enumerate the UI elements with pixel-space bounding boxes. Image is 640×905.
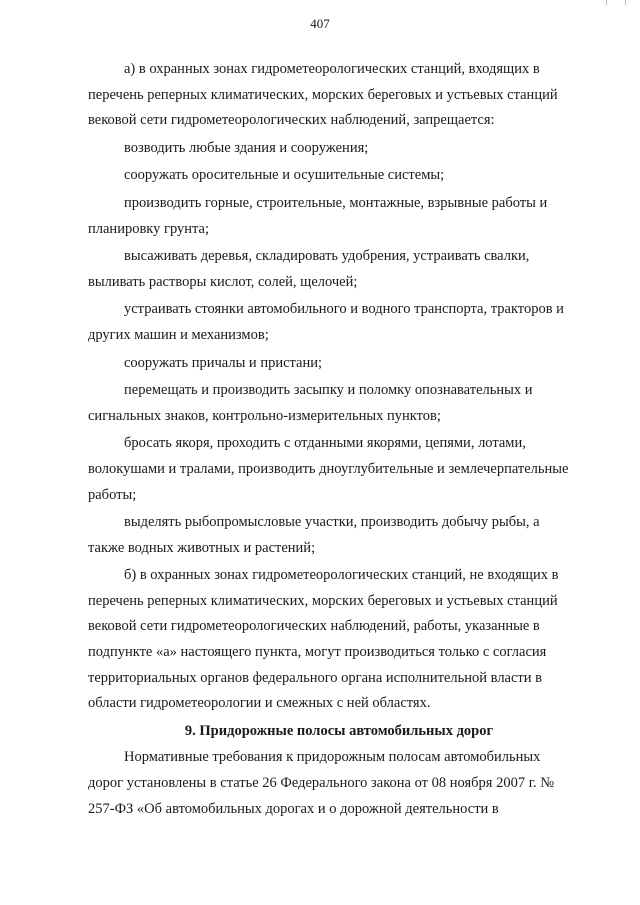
document-body — [88, 57, 590, 822]
paragraph-a-intro: а) в охранных зонах гидрометеорологических станций, входящих в перечень реперных климатических, морских береговых и устьевых станций вековой сети гидрометеорологических наблюдений, запрещается: — [88, 61, 558, 129]
list-item: возводить любые здания и сооружения; — [124, 139, 369, 156]
paragraph-b: б) в охранных зонах гидрометеорологических станций, не входящих в перечень реперных климатических, морских береговых и устьевых станций вековой сети гидрометеорологических наблюдений, работы, указанные в подпункте «а» настоящего пункта, могут производиться только с согласия территориальных органов федерального органа исполнительной власти в области гидрометеорологии и смежных с ней областях. — [88, 567, 559, 712]
list-item: перемещать и производить засыпку и поломку опознавательных и сигнальных знаков, контрольно-измерительных пунктов; — [88, 382, 533, 424]
scan-corner-mark — [606, 0, 626, 5]
list-item: бросать якоря, проходить с отданными якорями, цепями, лотами, волокушами и тралами, производить дноуглубительные и землечерпательные работы; — [88, 435, 569, 503]
list-item: выделять рыбопромысловые участки, производить добычу рыбы, а также водных животных и растений; — [88, 514, 540, 556]
list-item: сооружать причалы и пристани; — [124, 354, 323, 371]
section-heading: 9. Придорожные полосы автомобильных дорог — [184, 722, 494, 739]
list-item: производить горные, строительные, монтажные, взрывные работы и планировку грунта; — [88, 194, 548, 237]
list-item: высаживать деревья, складировать удобрения, устраивать свалки, выливать растворы кислот, солей, щелочей; — [88, 248, 530, 290]
list-item: устраивать стоянки автомобильного и водного транспорта, тракторов и других машин и механизмов; — [88, 301, 564, 343]
page-number: 407 — [310, 16, 330, 31]
list-item: сооружать оросительные и осушительные системы; — [124, 167, 445, 184]
paragraph-normative: Нормативные требования к придорожным полосам автомобильных дорог установлены в статье 26 Федерального закона от 08 ноября 2007 г. № 257-ФЗ «Об автомобильных дорогах и о дорожной деятельности в — [88, 749, 555, 817]
